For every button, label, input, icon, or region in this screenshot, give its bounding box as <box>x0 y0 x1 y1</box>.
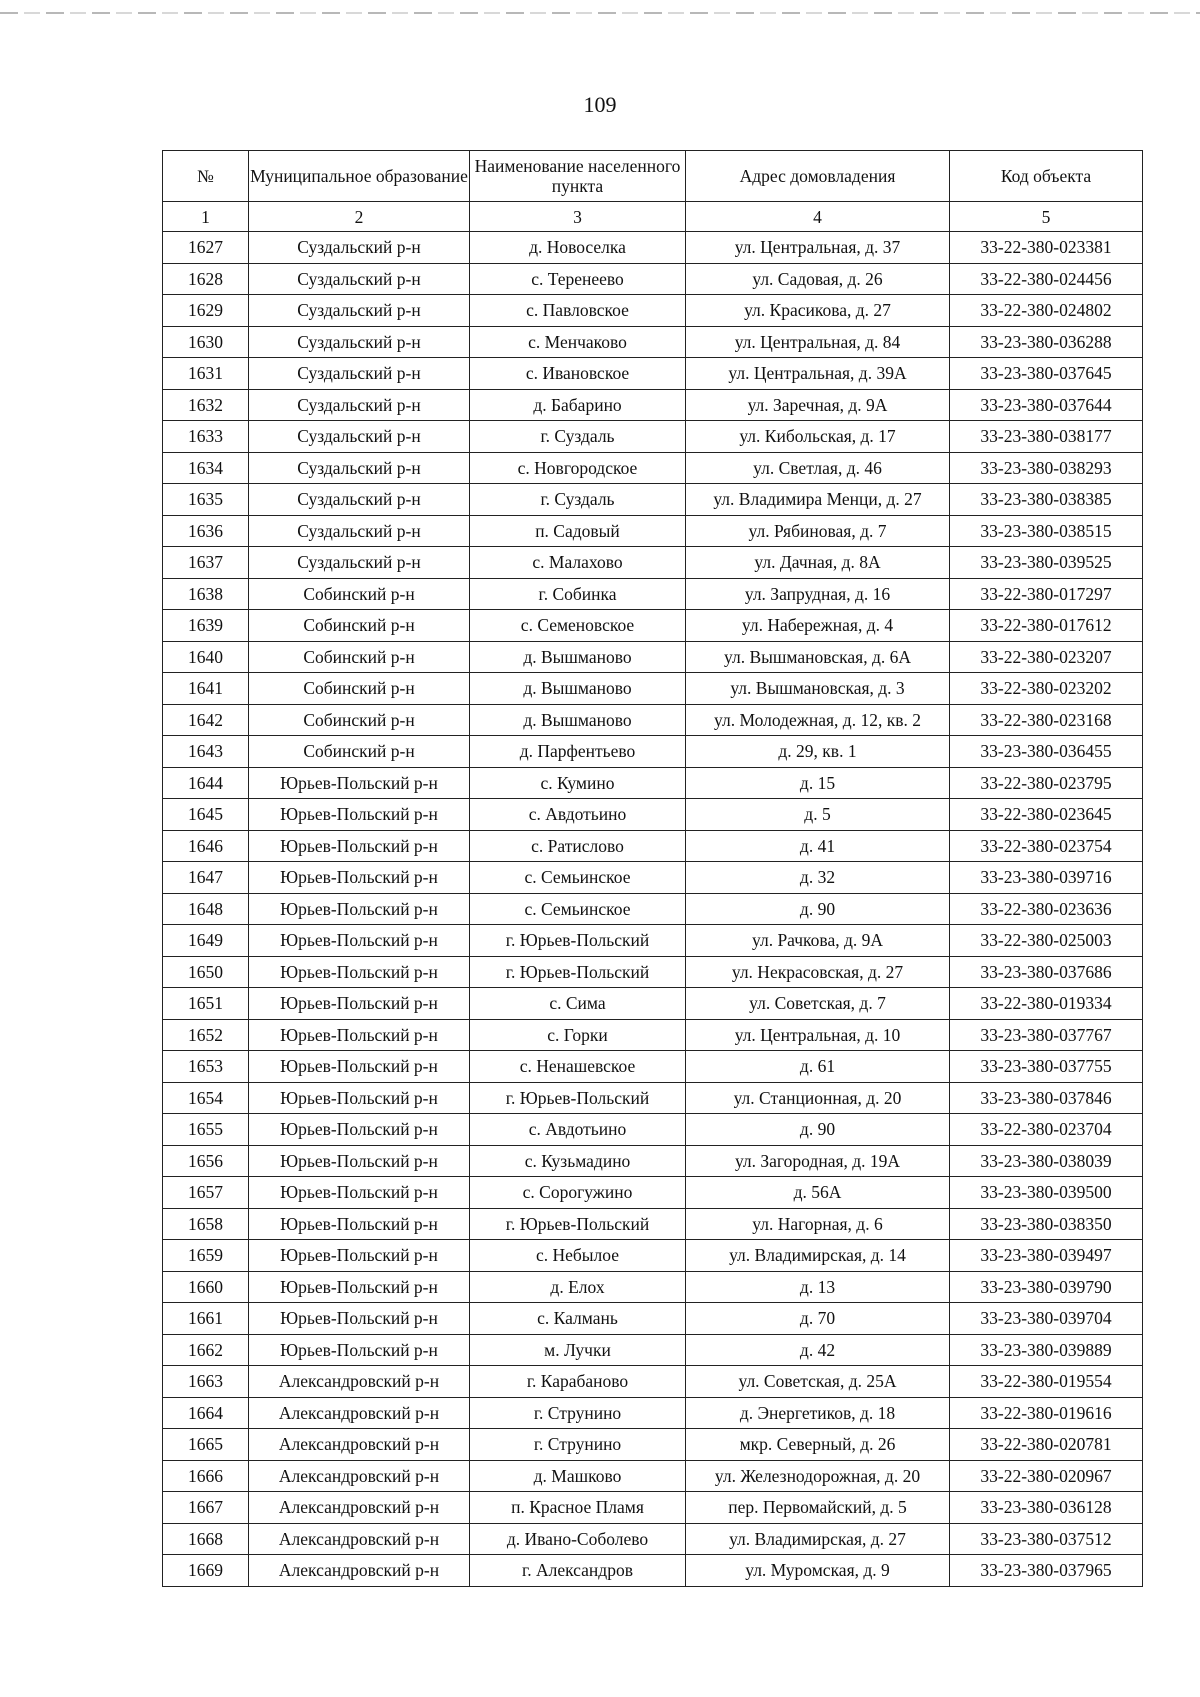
object-code-cell: 33-23-380-036455 <box>950 736 1143 768</box>
column-number: 1 <box>163 202 249 232</box>
settlement-cell: г. Суздаль <box>470 484 686 516</box>
municipality-cell: Юрьев-Польский р-н <box>249 893 470 925</box>
settlement-cell: с. Ивановское <box>470 358 686 390</box>
row-number-cell: 1650 <box>163 956 249 988</box>
municipality-cell: Собинский р-н <box>249 704 470 736</box>
address-cell: ул. Центральная, д. 10 <box>686 1019 950 1051</box>
table-row <box>163 1555 1143 1587</box>
address-cell: ул. Рябиновая, д. 7 <box>686 515 950 547</box>
settlement-cell: с. Горки <box>470 1019 686 1051</box>
table-row <box>163 1240 1143 1272</box>
table-row <box>163 1429 1143 1461</box>
object-code-cell: 33-22-380-019616 <box>950 1397 1143 1429</box>
object-code-cell: 33-23-380-039716 <box>950 862 1143 894</box>
table-row <box>163 673 1143 705</box>
object-code-cell: 33-22-380-023754 <box>950 830 1143 862</box>
table-row <box>163 956 1143 988</box>
address-cell: ул. Рачкова, д. 9А <box>686 925 950 957</box>
object-code-cell: 33-22-380-024802 <box>950 295 1143 327</box>
object-code-cell: 33-22-380-023636 <box>950 893 1143 925</box>
address-cell: ул. Кибольская, д. 17 <box>686 421 950 453</box>
column-number: 2 <box>249 202 470 232</box>
address-cell: д. Энергетиков, д. 18 <box>686 1397 950 1429</box>
table-row <box>163 925 1143 957</box>
column-number: 5 <box>950 202 1143 232</box>
settlement-cell: д. Вышманово <box>470 641 686 673</box>
settlement-cell: д. Бабарино <box>470 389 686 421</box>
settlement-cell: г. Юрьев-Польский <box>470 1082 686 1114</box>
address-cell: ул. Советская, д. 7 <box>686 988 950 1020</box>
address-cell: ул. Нагорная, д. 6 <box>686 1208 950 1240</box>
row-number-cell: 1662 <box>163 1334 249 1366</box>
row-number-cell: 1659 <box>163 1240 249 1272</box>
address-cell: ул. Центральная, д. 39А <box>686 358 950 390</box>
municipality-cell: Юрьев-Польский р-н <box>249 1145 470 1177</box>
address-cell: ул. Центральная, д. 84 <box>686 326 950 358</box>
object-code-cell: 33-22-380-025003 <box>950 925 1143 957</box>
object-code-cell: 33-23-380-039497 <box>950 1240 1143 1272</box>
row-number-cell: 1663 <box>163 1366 249 1398</box>
table-row <box>163 767 1143 799</box>
row-number-cell: 1654 <box>163 1082 249 1114</box>
row-number-cell: 1637 <box>163 547 249 579</box>
row-number-cell: 1669 <box>163 1555 249 1587</box>
address-cell: д. 15 <box>686 767 950 799</box>
row-number-cell: 1646 <box>163 830 249 862</box>
address-cell: пер. Первомайский, д. 5 <box>686 1492 950 1524</box>
municipality-cell: Суздальский р-н <box>249 232 470 264</box>
municipality-cell: Юрьев-Польский р-н <box>249 1177 470 1209</box>
address-cell: ул. Владимирская, д. 27 <box>686 1523 950 1555</box>
settlement-cell: д. Новоселка <box>470 232 686 264</box>
object-code-cell: 33-23-380-038385 <box>950 484 1143 516</box>
row-number-cell: 1641 <box>163 673 249 705</box>
municipality-cell: Александровский р-н <box>249 1492 470 1524</box>
row-number-cell: 1656 <box>163 1145 249 1177</box>
table-row <box>163 893 1143 925</box>
table-row <box>163 1460 1143 1492</box>
municipality-cell: Александровский р-н <box>249 1523 470 1555</box>
object-code-cell: 33-23-380-038515 <box>950 515 1143 547</box>
row-number-cell: 1665 <box>163 1429 249 1461</box>
object-code-cell: 33-23-380-037645 <box>950 358 1143 390</box>
address-cell: д. 29, кв. 1 <box>686 736 950 768</box>
object-code-cell: 33-22-380-023207 <box>950 641 1143 673</box>
object-code-cell: 33-23-380-037965 <box>950 1555 1143 1587</box>
table-row <box>163 263 1143 295</box>
table-row <box>163 421 1143 453</box>
address-cell: ул. Запрудная, д. 16 <box>686 578 950 610</box>
address-cell: д. 70 <box>686 1303 950 1335</box>
settlement-cell: с. Кумино <box>470 767 686 799</box>
settlement-cell: с. Сима <box>470 988 686 1020</box>
row-number-cell: 1668 <box>163 1523 249 1555</box>
address-cell: ул. Некрасовская, д. 27 <box>686 956 950 988</box>
municipality-cell: Александровский р-н <box>249 1460 470 1492</box>
object-code-cell: 33-23-380-039790 <box>950 1271 1143 1303</box>
table-row <box>163 1397 1143 1429</box>
object-code-cell: 33-23-380-039525 <box>950 547 1143 579</box>
municipality-cell: Александровский р-н <box>249 1366 470 1398</box>
municipality-cell: Суздальский р-н <box>249 484 470 516</box>
row-number-cell: 1648 <box>163 893 249 925</box>
object-code-cell: 33-23-380-037846 <box>950 1082 1143 1114</box>
settlement-cell: м. Лучки <box>470 1334 686 1366</box>
settlement-cell: с. Авдотьино <box>470 1114 686 1146</box>
row-number-cell: 1644 <box>163 767 249 799</box>
address-cell: ул. Вышмановская, д. 6А <box>686 641 950 673</box>
settlement-cell: д. Машково <box>470 1460 686 1492</box>
table-row <box>163 862 1143 894</box>
municipality-cell: Юрьев-Польский р-н <box>249 1334 470 1366</box>
municipality-cell: Александровский р-н <box>249 1429 470 1461</box>
table-row <box>163 1492 1143 1524</box>
municipality-cell: Юрьев-Польский р-н <box>249 1114 470 1146</box>
municipality-cell: Юрьев-Польский р-н <box>249 1240 470 1272</box>
header-municipality: Муниципальное образование <box>249 151 470 202</box>
settlement-cell: с. Ратислово <box>470 830 686 862</box>
row-number-cell: 1664 <box>163 1397 249 1429</box>
object-code-cell: 33-23-380-037512 <box>950 1523 1143 1555</box>
table-row <box>163 610 1143 642</box>
address-cell: ул. Садовая, д. 26 <box>686 263 950 295</box>
row-number-cell: 1643 <box>163 736 249 768</box>
table-row <box>163 515 1143 547</box>
settlement-cell: г. Струнино <box>470 1397 686 1429</box>
table-row <box>163 1051 1143 1083</box>
address-cell: д. 56А <box>686 1177 950 1209</box>
row-number-cell: 1635 <box>163 484 249 516</box>
settlement-cell: г. Юрьев-Польский <box>470 1208 686 1240</box>
table-row <box>163 1114 1143 1146</box>
table-row <box>163 1366 1143 1398</box>
object-code-cell: 33-23-380-036288 <box>950 326 1143 358</box>
row-number-cell: 1636 <box>163 515 249 547</box>
municipality-cell: Юрьев-Польский р-н <box>249 1208 470 1240</box>
table-row <box>163 389 1143 421</box>
settlement-cell: п. Красное Пламя <box>470 1492 686 1524</box>
row-number-cell: 1640 <box>163 641 249 673</box>
object-code-cell: 33-23-380-039889 <box>950 1334 1143 1366</box>
municipality-cell: Суздальский р-н <box>249 295 470 327</box>
object-code-cell: 33-23-380-039704 <box>950 1303 1143 1335</box>
settlement-cell: с. Небылое <box>470 1240 686 1272</box>
municipality-cell: Собинский р-н <box>249 673 470 705</box>
object-code-cell: 33-23-380-038350 <box>950 1208 1143 1240</box>
header-settlement: Наименование населенного пункта <box>470 151 686 202</box>
municipality-cell: Юрьев-Польский р-н <box>249 1303 470 1335</box>
table-body <box>163 232 1143 1587</box>
address-cell: ул. Владимирская, д. 14 <box>686 1240 950 1272</box>
settlement-cell: г. Александров <box>470 1555 686 1587</box>
municipality-cell: Суздальский р-н <box>249 421 470 453</box>
table-header-row <box>163 151 1143 202</box>
scan-edge-artifact <box>0 12 1200 14</box>
address-cell: д. 90 <box>686 893 950 925</box>
address-cell: ул. Красикова, д. 27 <box>686 295 950 327</box>
settlement-cell: с. Авдотьино <box>470 799 686 831</box>
address-cell: ул. Железнодорожная, д. 20 <box>686 1460 950 1492</box>
municipality-cell: Юрьев-Польский р-н <box>249 1019 470 1051</box>
object-code-cell: 33-22-380-023645 <box>950 799 1143 831</box>
settlement-cell: д. Вышманово <box>470 704 686 736</box>
municipality-cell: Александровский р-н <box>249 1397 470 1429</box>
column-number: 3 <box>470 202 686 232</box>
object-code-cell: 33-23-380-038293 <box>950 452 1143 484</box>
settlement-cell: г. Юрьев-Польский <box>470 956 686 988</box>
address-cell: ул. Молодежная, д. 12, кв. 2 <box>686 704 950 736</box>
column-number: 4 <box>686 202 950 232</box>
table-row <box>163 1019 1143 1051</box>
settlement-cell: с. Семеновское <box>470 610 686 642</box>
object-code-cell: 33-23-380-037755 <box>950 1051 1143 1083</box>
address-cell: ул. Советская, д. 25А <box>686 1366 950 1398</box>
object-code-cell: 33-22-380-023381 <box>950 232 1143 264</box>
table-row <box>163 1303 1143 1335</box>
municipality-cell: Юрьев-Польский р-н <box>249 830 470 862</box>
object-code-cell: 33-22-380-019334 <box>950 988 1143 1020</box>
settlement-cell: с. Теренеево <box>470 263 686 295</box>
table-row <box>163 799 1143 831</box>
municipality-cell: Суздальский р-н <box>249 452 470 484</box>
settlement-cell: г. Суздаль <box>470 421 686 453</box>
municipality-cell: Собинский р-н <box>249 610 470 642</box>
table-row <box>163 736 1143 768</box>
municipality-cell: Александровский р-н <box>249 1555 470 1587</box>
table-row <box>163 988 1143 1020</box>
settlement-cell: г. Собинка <box>470 578 686 610</box>
address-cell: ул. Центральная, д. 37 <box>686 232 950 264</box>
object-code-cell: 33-23-380-037644 <box>950 389 1143 421</box>
header-number: № <box>163 151 249 202</box>
object-code-cell: 33-23-380-038039 <box>950 1145 1143 1177</box>
settlement-cell: с. Менчаково <box>470 326 686 358</box>
settlement-cell: д. Ивано-Соболево <box>470 1523 686 1555</box>
row-number-cell: 1657 <box>163 1177 249 1209</box>
settlement-cell: с. Ненашевское <box>470 1051 686 1083</box>
municipality-cell: Собинский р-н <box>249 578 470 610</box>
row-number-cell: 1655 <box>163 1114 249 1146</box>
table-row <box>163 641 1143 673</box>
table-row <box>163 484 1143 516</box>
object-code-cell: 33-22-380-024456 <box>950 263 1143 295</box>
municipality-cell: Юрьев-Польский р-н <box>249 1271 470 1303</box>
header-object-code: Код объекта <box>950 151 1143 202</box>
address-cell: ул. Муромская, д. 9 <box>686 1555 950 1587</box>
object-code-cell: 33-22-380-023202 <box>950 673 1143 705</box>
row-number-cell: 1634 <box>163 452 249 484</box>
municipality-cell: Собинский р-н <box>249 736 470 768</box>
address-cell: д. 32 <box>686 862 950 894</box>
address-cell: ул. Набережная, д. 4 <box>686 610 950 642</box>
settlement-cell: с. Павловское <box>470 295 686 327</box>
object-code-cell: 33-23-380-037686 <box>950 956 1143 988</box>
municipality-cell: Юрьев-Польский р-н <box>249 925 470 957</box>
municipality-cell: Юрьев-Польский р-н <box>249 862 470 894</box>
address-cell: ул. Заречная, д. 9А <box>686 389 950 421</box>
settlement-cell: с. Семьинское <box>470 893 686 925</box>
address-cell: ул. Дачная, д. 8А <box>686 547 950 579</box>
table-row <box>163 578 1143 610</box>
row-number-cell: 1632 <box>163 389 249 421</box>
table-row <box>163 232 1143 264</box>
row-number-cell: 1649 <box>163 925 249 957</box>
object-code-cell: 33-22-380-020967 <box>950 1460 1143 1492</box>
row-number-cell: 1639 <box>163 610 249 642</box>
address-cell: д. 5 <box>686 799 950 831</box>
municipality-cell: Суздальский р-н <box>249 263 470 295</box>
municipality-cell: Юрьев-Польский р-н <box>249 956 470 988</box>
object-code-cell: 33-22-380-023168 <box>950 704 1143 736</box>
household-registry-table <box>162 150 1143 1587</box>
settlement-cell: с. Сорогужино <box>470 1177 686 1209</box>
row-number-cell: 1630 <box>163 326 249 358</box>
municipality-cell: Юрьев-Польский р-н <box>249 1051 470 1083</box>
header-address: Адрес домовладения <box>686 151 950 202</box>
object-code-cell: 33-22-380-023795 <box>950 767 1143 799</box>
row-number-cell: 1645 <box>163 799 249 831</box>
table-row <box>163 1177 1143 1209</box>
object-code-cell: 33-23-380-039500 <box>950 1177 1143 1209</box>
table-row <box>163 704 1143 736</box>
object-code-cell: 33-22-380-023704 <box>950 1114 1143 1146</box>
settlement-cell: д. Парфентьево <box>470 736 686 768</box>
address-cell: д. 41 <box>686 830 950 862</box>
table-row <box>163 1082 1143 1114</box>
object-code-cell: 33-22-380-017297 <box>950 578 1143 610</box>
municipality-cell: Суздальский р-н <box>249 358 470 390</box>
settlement-cell: д. Вышманово <box>470 673 686 705</box>
municipality-cell: Юрьев-Польский р-н <box>249 988 470 1020</box>
object-code-cell: 33-23-380-036128 <box>950 1492 1143 1524</box>
row-number-cell: 1666 <box>163 1460 249 1492</box>
table-row <box>163 1334 1143 1366</box>
row-number-cell: 1658 <box>163 1208 249 1240</box>
settlement-cell: с. Калмань <box>470 1303 686 1335</box>
municipality-cell: Собинский р-н <box>249 641 470 673</box>
table-row <box>163 1271 1143 1303</box>
settlement-cell: с. Кузьмадино <box>470 1145 686 1177</box>
table-row <box>163 358 1143 390</box>
row-number-cell: 1638 <box>163 578 249 610</box>
municipality-cell: Юрьев-Польский р-н <box>249 799 470 831</box>
row-number-cell: 1653 <box>163 1051 249 1083</box>
table-row <box>163 326 1143 358</box>
address-cell: ул. Станционная, д. 20 <box>686 1082 950 1114</box>
settlement-cell: г. Юрьев-Польский <box>470 925 686 957</box>
address-cell: д. 42 <box>686 1334 950 1366</box>
row-number-cell: 1631 <box>163 358 249 390</box>
settlement-cell: г. Карабаново <box>470 1366 686 1398</box>
address-cell: д. 61 <box>686 1051 950 1083</box>
table-row <box>163 1145 1143 1177</box>
row-number-cell: 1660 <box>163 1271 249 1303</box>
table-row <box>163 830 1143 862</box>
settlement-cell: с. Новгородское <box>470 452 686 484</box>
table-row <box>163 1208 1143 1240</box>
row-number-cell: 1628 <box>163 263 249 295</box>
municipality-cell: Суздальский р-н <box>249 326 470 358</box>
row-number-cell: 1647 <box>163 862 249 894</box>
object-code-cell: 33-22-380-017612 <box>950 610 1143 642</box>
address-cell: ул. Загородная, д. 19А <box>686 1145 950 1177</box>
column-number-row <box>163 202 1143 232</box>
address-cell: мкр. Северный, д. 26 <box>686 1429 950 1461</box>
municipality-cell: Юрьев-Польский р-н <box>249 1082 470 1114</box>
table-row <box>163 295 1143 327</box>
municipality-cell: Суздальский р-н <box>249 389 470 421</box>
municipality-cell: Суздальский р-н <box>249 547 470 579</box>
settlement-cell: п. Садовый <box>470 515 686 547</box>
page-number: 109 <box>583 92 617 117</box>
row-number-cell: 1642 <box>163 704 249 736</box>
object-code-cell: 33-23-380-037767 <box>950 1019 1143 1051</box>
settlement-cell: г. Струнино <box>470 1429 686 1461</box>
address-cell: ул. Владимира Менци, д. 27 <box>686 484 950 516</box>
object-code-cell: 33-23-380-038177 <box>950 421 1143 453</box>
settlement-cell: с. Семьинское <box>470 862 686 894</box>
settlement-cell: с. Малахово <box>470 547 686 579</box>
object-code-cell: 33-22-380-020781 <box>950 1429 1143 1461</box>
row-number-cell: 1652 <box>163 1019 249 1051</box>
row-number-cell: 1667 <box>163 1492 249 1524</box>
row-number-cell: 1629 <box>163 295 249 327</box>
row-number-cell: 1661 <box>163 1303 249 1335</box>
row-number-cell: 1627 <box>163 232 249 264</box>
table-row <box>163 452 1143 484</box>
row-number-cell: 1651 <box>163 988 249 1020</box>
address-cell: ул. Светлая, д. 46 <box>686 452 950 484</box>
address-cell: д. 90 <box>686 1114 950 1146</box>
object-code-cell: 33-22-380-019554 <box>950 1366 1143 1398</box>
settlement-cell: д. Елох <box>470 1271 686 1303</box>
address-cell: д. 13 <box>686 1271 950 1303</box>
municipality-cell: Суздальский р-н <box>249 515 470 547</box>
table-row <box>163 1523 1143 1555</box>
row-number-cell: 1633 <box>163 421 249 453</box>
municipality-cell: Юрьев-Польский р-н <box>249 767 470 799</box>
address-cell: ул. Вышмановская, д. 3 <box>686 673 950 705</box>
table-row <box>163 547 1143 579</box>
